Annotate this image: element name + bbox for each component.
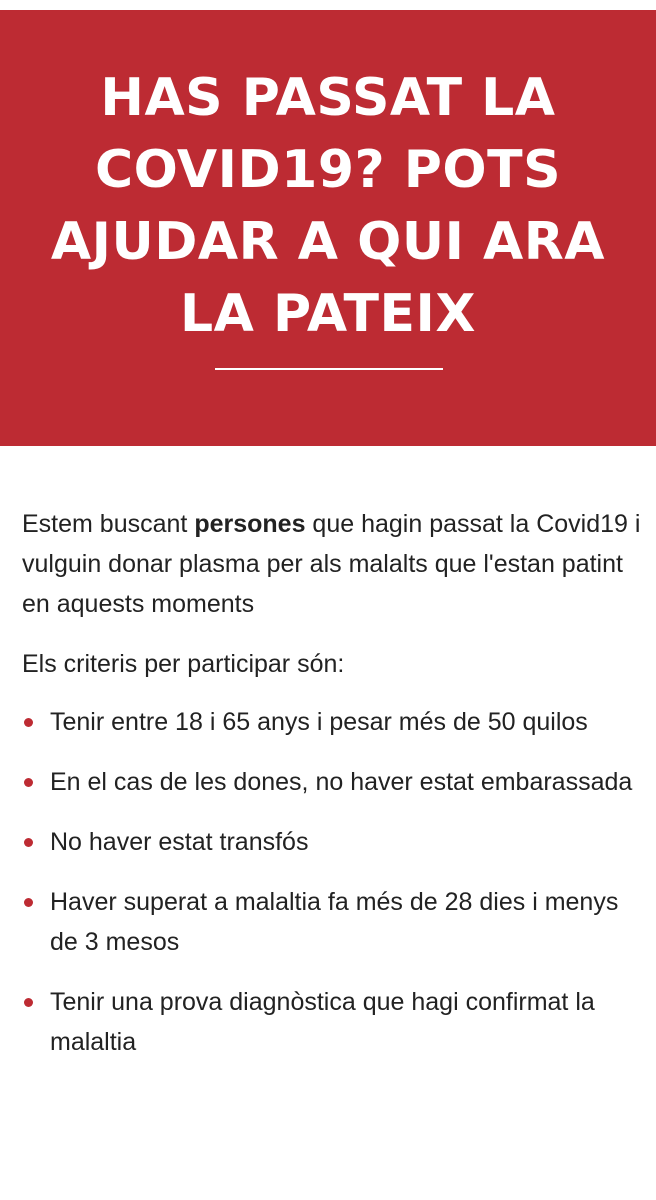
intro-text-start: Estem buscant [22, 510, 195, 538]
list-item [22, 882, 642, 962]
list-item-text: Tenir entre 18 i 65 anys i pesar més de 50 quilos [50, 708, 588, 736]
intro-paragraph [22, 504, 642, 624]
list-item [22, 822, 642, 862]
banner-title-line: COVID19? POTS [94, 140, 562, 200]
bullet-icon [24, 778, 33, 787]
banner-title-line: AJUDAR A QUI ARA [50, 212, 606, 272]
list-item [22, 982, 642, 1062]
bullet-icon [24, 898, 33, 907]
intro-bold-text: persones [194, 510, 306, 538]
list-item [22, 702, 642, 742]
list-item-text: Haver superat a malaltia fa més de 28 dies i menys de 3 mesos [50, 888, 619, 956]
list-item-text: No haver estat transfós [50, 828, 309, 856]
article-body [22, 504, 642, 1082]
title-divider [215, 368, 443, 370]
banner-title [0, 62, 656, 350]
list-item-text: En el cas de les dones, no haver estat embarassada [50, 768, 633, 796]
criteria-list [22, 702, 642, 1062]
list-item [22, 762, 642, 802]
bullet-icon [24, 718, 33, 727]
banner-title-line: HAS PASSAT LA [100, 68, 556, 128]
hero-banner [0, 10, 656, 446]
bullet-icon [24, 998, 33, 1007]
list-item-text: Tenir una prova diagnòstica que hagi confirmat la malaltia [50, 988, 595, 1056]
banner-title-line: LA PATEIX [180, 284, 476, 344]
intro-text-end: que hagin passat la Covid19 i vulguin donar plasma per als malalts que l'estan patint en aquests moments [22, 510, 641, 618]
criteria-heading: Els criteris per participar són: [22, 650, 345, 678]
bullet-icon [24, 838, 33, 847]
